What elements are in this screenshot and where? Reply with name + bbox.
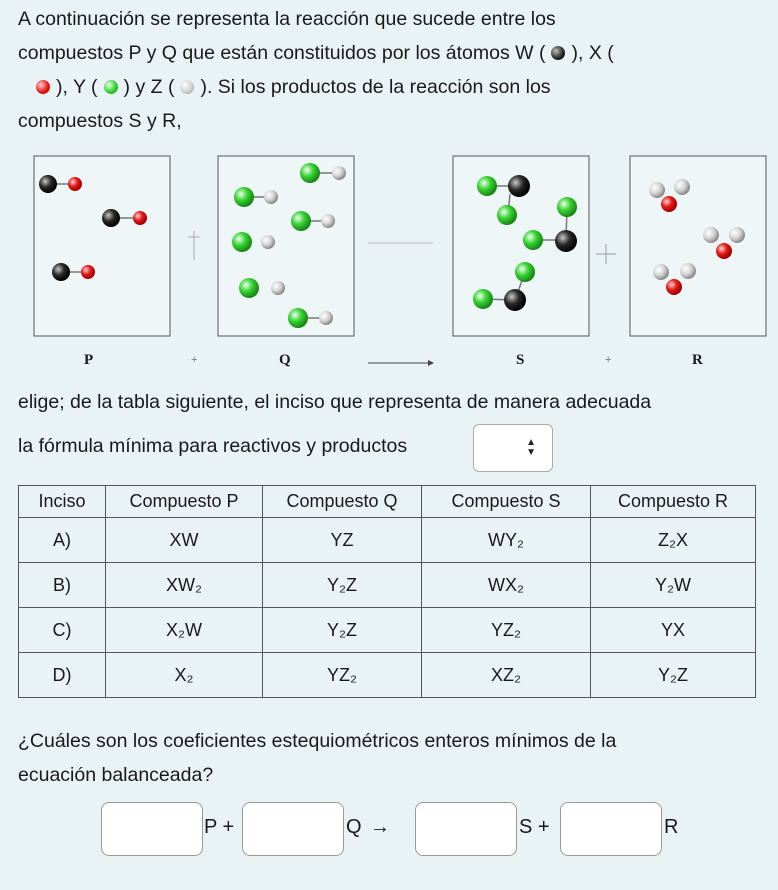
header-compuesto-s: Compuesto S — [422, 486, 591, 518]
prompt-line-1: elige; de la tabla siguiente, el inciso que representa de manera adecuada — [18, 391, 652, 413]
atom-w-icon — [551, 46, 565, 60]
atom-x-icon — [36, 80, 50, 94]
coef-s-input[interactable] — [415, 802, 517, 856]
eq-q-label: Q — [346, 816, 362, 838]
cell-q: Y₂Z — [263, 608, 422, 653]
cell-s: YZ₂ — [422, 608, 591, 653]
coef-q-input[interactable] — [242, 802, 344, 856]
prompt-line-2: la fórmula mínima para reactivos y productos — [18, 435, 408, 457]
cell-q: YZ₂ — [263, 653, 422, 698]
table-row — [19, 518, 756, 563]
eq-r-label: R — [664, 816, 679, 838]
label-s: S — [516, 352, 525, 368]
cell-s: XZ₂ — [422, 653, 591, 698]
label-q: Q — [279, 352, 291, 368]
intro-text-w: compuestos P y Q que están constituidos por los átomos W ( — [18, 42, 546, 64]
cell-p: XW₂ — [106, 563, 263, 608]
prompt-text — [18, 385, 763, 463]
table-row — [19, 563, 756, 608]
table-header-row — [19, 486, 756, 518]
cell-r: YX — [591, 608, 756, 653]
cell-inciso: D) — [19, 653, 106, 698]
atom-y-icon — [104, 80, 118, 94]
intro-line-2 — [18, 36, 763, 70]
label-plus-pq: + — [191, 354, 198, 366]
cell-q: YZ — [263, 518, 422, 563]
eq-p-label: P + — [204, 816, 235, 838]
intro-line-3 — [18, 70, 763, 104]
answer-select[interactable] — [473, 424, 553, 472]
select-arrows-icon: ▲ ▼ — [526, 437, 536, 458]
reaction-diagram — [0, 150, 778, 380]
intro-text-end: ). Si los productos de la reacción son los — [200, 76, 551, 98]
intro-line-1: A continuación se representa la reacción que sucede entre los — [18, 8, 556, 30]
cell-r: Y₂W — [591, 563, 756, 608]
question2-text — [18, 724, 763, 792]
box-r — [630, 156, 766, 336]
intro-line-4: compuestos S y R, — [18, 110, 182, 132]
header-inciso: Inciso — [19, 486, 106, 518]
table-row — [19, 608, 756, 653]
coef-p-input[interactable] — [101, 802, 203, 856]
question2-line-2: ecuación balanceada? — [18, 764, 214, 786]
cell-r: Y₂Z — [591, 653, 756, 698]
intro-text — [18, 2, 763, 138]
label-r: R — [692, 352, 703, 368]
atom-z-icon — [180, 80, 194, 94]
question2-line-1: ¿Cuáles son los coeficientes estequiométricos enteros mínimos de la — [18, 730, 617, 752]
intro-text-x: ), X ( — [571, 42, 614, 64]
cell-inciso: B) — [19, 563, 106, 608]
header-compuesto-q: Compuesto Q — [263, 486, 422, 518]
cell-inciso: A) — [19, 518, 106, 563]
cell-p: X₂W — [106, 608, 263, 653]
eq-s-label: S + — [519, 816, 550, 838]
cell-inciso: C) — [19, 608, 106, 653]
options-table — [18, 485, 756, 698]
header-compuesto-r: Compuesto R — [591, 486, 756, 518]
cell-q: Y₂Z — [263, 563, 422, 608]
cell-r: Z₂X — [591, 518, 756, 563]
cell-s: WX₂ — [422, 563, 591, 608]
label-p: P — [84, 352, 94, 368]
coef-r-input[interactable] — [560, 802, 662, 856]
cell-p: XW — [106, 518, 263, 563]
cell-s: WY₂ — [422, 518, 591, 563]
table-row — [19, 653, 756, 698]
header-compuesto-p: Compuesto P — [106, 486, 263, 518]
eq-arrow: → — [370, 816, 390, 838]
intro-text-y: ), Y ( — [56, 76, 98, 98]
label-plus-sr: + — [605, 354, 612, 366]
cell-p: X₂ — [106, 653, 263, 698]
arrow-bottom-head — [428, 360, 434, 366]
intro-text-z: ) y Z ( — [123, 76, 175, 98]
